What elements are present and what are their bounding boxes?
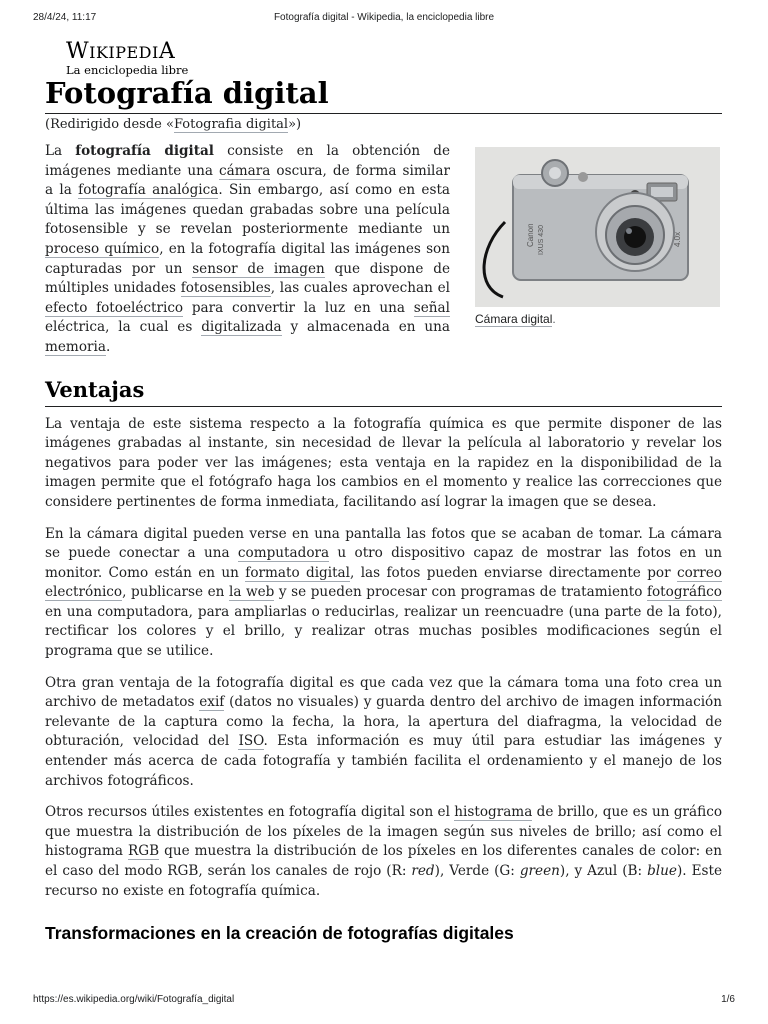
link-camara[interactable]: cámara xyxy=(219,162,271,179)
camera-photo[interactable] xyxy=(475,147,720,307)
print-header xyxy=(33,12,735,26)
link-efecto-fotoelectrico[interactable]: efecto fotoeléctrico xyxy=(45,299,184,316)
print-footer xyxy=(33,994,735,1008)
link-rgb[interactable]: RGB xyxy=(128,843,160,860)
link-sensor-de-imagen[interactable]: sensor de imagen xyxy=(192,260,325,277)
section-heading-ventajas: Ventajas xyxy=(45,375,722,407)
camera-model-label: IXUS 430 xyxy=(538,225,545,255)
intro-paragraph: La fotografía digital consiste en la obtención de imágenes mediante una cámara oscura, de forma similar a la fotografía analógica. Sin embargo, así como en esta última las imágenes quedan grabadas sobre una película fotosensible y se revelan posteriormente mediante un proceso químico, en la fotografía digital las imágenes son capturadas por un sensor de imagen que dispone de múltiples unidades fotosensibles, las cuales aprovechan el efecto fotoeléctrico para convertir la luz en una señal eléctrica, la cual es digitalizada y almacenada en una memoria. xyxy=(45,143,451,355)
link-correo-electronico[interactable]: correo electrónico xyxy=(45,564,722,601)
link-senal[interactable]: señal xyxy=(413,299,450,316)
link-la-web[interactable]: la web xyxy=(228,584,275,601)
print-url: https://es.wikipedia.org/wiki/Fotografía_digital xyxy=(33,994,235,1005)
link-exif[interactable]: exif xyxy=(199,694,225,711)
camera-brand-label: Canon xyxy=(526,223,535,247)
ventajas-paragraph-2: En la cámara digital pueden verse en una pantalla las fotos que se acaban de tomar. La cámara se puede conectar a una computadora u otro dispositivo capaz de mostrar las fotos en un monitor. Como están en un formato digital, las fotos pueden enviarse directamente por correo electrónico, publicarse en la web y se pueden procesar con programas de tratamiento fotográfico en una computadora, para ampliarlas o reducirlas, realizar un reencuadre (una parte de la foto), rectificar los colores y el brillo, y realizar otras muchas posibles modificaciones según el programa que se utilice. xyxy=(45,525,722,660)
camera-lens-label: 4.0x xyxy=(673,231,682,247)
section-heading-transformaciones: Transformaciones en la creación de fotografías digitales xyxy=(45,923,514,944)
caption-link-camara-digital[interactable]: Cámara digital xyxy=(475,312,553,326)
ventajas-paragraph-4: Otros recursos útiles existentes en fotografía digital son el histograma de brillo, que es un gráfico que muestra la distribución de los píxeles de la imagen según sus niveles de brillo; así como el histograma RGB que muestra la distribución de los píxeles en los diferentes canales de color: en el caso del modo RGB, serán los canales de rojo (R: red), Verde (G: green), y Azul (B: blue). Este recurso no existe en fotografía química. xyxy=(45,804,722,899)
print-page-number: 1/6 xyxy=(721,994,735,1005)
link-proceso-quimico[interactable]: proceso químico xyxy=(45,240,160,257)
figure-caption: Cámara digital. xyxy=(475,312,556,326)
link-computadora[interactable]: computadora xyxy=(237,545,330,562)
wikipedia-tagline: La enciclopedia libre xyxy=(66,63,189,77)
ventajas-paragraph-3: Otra gran ventaja de la fotografía digital es que cada vez que la cámara toma una foto crea un archivo de metadatos exif (datos no visuales) y guarda dentro del archivo de imagen información relevante de la captura como la fecha, la hora, la apertura del diafragma, la velocidad de obturación, velocidad del ISO. Esta información es muy útil para estudiar las imágenes y entender más acerca de cada fotografía y también facilita el ordenamiento y el manejo de los archivos fotográficos. xyxy=(45,674,722,789)
print-page-title: Fotografía digital - Wikipedia, la enciclopedia libre xyxy=(273,12,495,23)
link-formato-digital[interactable]: formato digital xyxy=(245,564,351,581)
link-fotosensibles[interactable]: fotosensibles xyxy=(180,280,271,297)
link-fotografico[interactable]: fotográfico xyxy=(646,584,722,601)
print-datetime: 28/4/24, 11:17 xyxy=(33,12,97,23)
link-histograma[interactable]: histograma xyxy=(454,804,533,821)
link-fotografia-analogica[interactable]: fotografía analógica xyxy=(78,182,219,199)
wikipedia-wordmark: WIKIPEDIA xyxy=(66,39,176,64)
wikipedia-logo[interactable] xyxy=(66,40,188,77)
link-digitalizada[interactable]: digitalizada xyxy=(201,319,282,336)
redirect-source-link[interactable]: Fotografia digital xyxy=(173,117,289,132)
infobox-figure xyxy=(475,147,720,326)
page-title: Fotografía digital xyxy=(45,74,722,114)
ventajas-paragraph-1: La ventaja de este sistema respecto a la fotografía química es que permite disponer de las imágenes grabadas al instante, sin necesidad de llevar la película al laboratorio y revelar los negativos para poder ver las imágenes; esta ventaja en la rapidez en la disponibilidad de la imagen permite que el fotógrafo haga los cambios en el momento y realice las correcciones que considere pertinentes de forma inmediata, facilitando así lograr la imagen que se desea. xyxy=(45,415,722,510)
link-iso[interactable]: ISO xyxy=(238,733,264,750)
redirect-notice: (Redirigido desde «Fotografia digital») xyxy=(45,117,302,132)
link-memoria[interactable]: memoria xyxy=(45,338,106,355)
article-content xyxy=(45,74,722,944)
